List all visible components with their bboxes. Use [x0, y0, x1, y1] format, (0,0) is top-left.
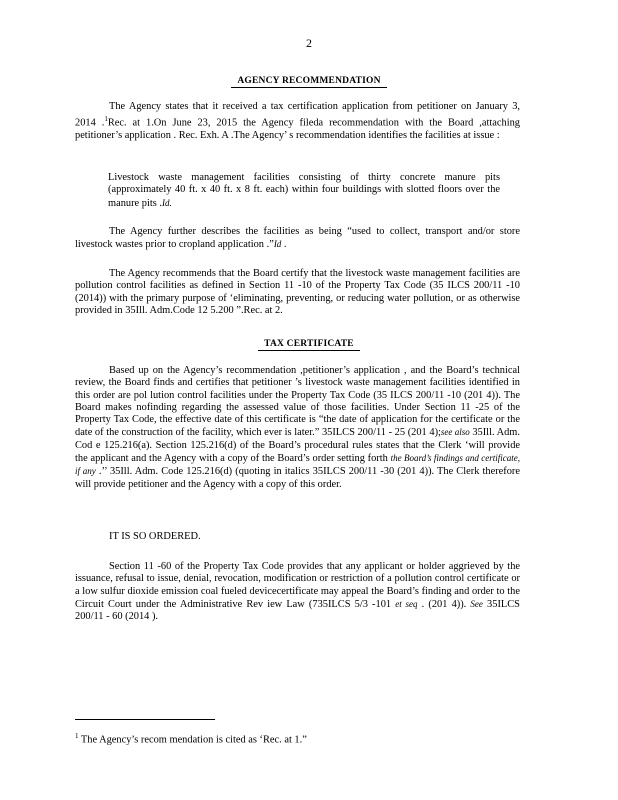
paragraph-agency-recommends: The Agency recommends that the Board certify that the livestock waste management facilities are pollution control facilities as defined in Section 11 -10 of the Property Tax Code (35 ILCS 200/11 -10 (2014)) with the primary purpose of ‘eliminating, preventing, or reducing water pollution, or as otherwise provided in 35Ill. Adm.Code 12 5.200 ”.Rec. at 2. — [75, 268, 520, 316]
paragraph-appeal-rights: Section 11 -60 of the Property Tax Code provides that any applicant or holder aggrieved by the issuance, refusal to issue, denial, revocation, modification or restriction of a pollution control certificate or a low sulfur dioxide emission coal fueled devicecertificate may appeal the Board’s finding and order to the Circuit Court under the Administrative Rev iew Law (735ILCS 5/3 -101 et seq . (201 4)). See 35ILCS 200/11 - 60 (2014 ). — [75, 561, 520, 623]
page-number: 2 — [306, 36, 312, 50]
paragraph-board-findings: Based up on the Agency’s recommendation ,petitioner’s application , and the Board’s technical review, the Board finds and certifies that petitioner ’s livestock waste management facilities identified in this order are pol lution control facilities under the Property Tax Code (35 ILCS 200/11 -10 (201 4)). The Board makes nofinding regarding the assessed value of those facilities. Under Section 11 -25 of the Property Tax Code, the effective date of this certificate is “the date of application for the certificate or the date of the construction of the facility, which ever is later.” 35ILCS 200/11 - 25 (201 4);see also 35Ill. Adm. Cod e 125.216(a). Section 125.216(d) of the Board’s procedural rules states that the Clerk ‘will provide the applicant and the Agency with a copy of the Board’s order setting forth the Board’s findings and certificate, if any .’’ 35Ill. Adm. Code 125.216(d) (quoting in italics 35ILCS 200/11 -30 (201 4)). The Clerk therefore will provide petitioner and the Agency with a copy of this order. — [75, 365, 521, 490]
section-heading-agency-recommendation: AGENCY RECOMMENDATION — [0, 76, 618, 86]
footnote: $^1$ The Agency’s recom mendation is cited as ‘Rec. at 1.” — [75, 732, 307, 746]
paragraph-agency-further-describes: The Agency further describes the facilities as being “used to collect, transport and/or store livestock wastes prior to cropland application .”Id . — [75, 226, 520, 251]
it-is-so-ordered: IT IS SO ORDERED. — [109, 531, 201, 542]
footnote-divider — [75, 719, 215, 720]
footnote-reference: 1 — [104, 115, 108, 124]
section-heading-tax-certificate: TAX CERTIFICATE — [0, 339, 618, 349]
block-quote-facilities: Livestock waste management facilities consisting of thirty concrete manure pits (approximately 40 ft. x 40 ft. x 8 ft. each) within four buildings with slotted floors over the manure pits .Id. — [108, 172, 500, 209]
paragraph-agency-statement: The Agency states that it received a tax certification application from petitioner on January 3, 2014 .$^1$Rec. at 1.On June 23, 2015 the Agency fileda recommendation with the Board ,attaching petitioner’s application . Rec. Exh. A .The Agency’ s recommendation identifies the facilities at issue : — [75, 101, 520, 142]
